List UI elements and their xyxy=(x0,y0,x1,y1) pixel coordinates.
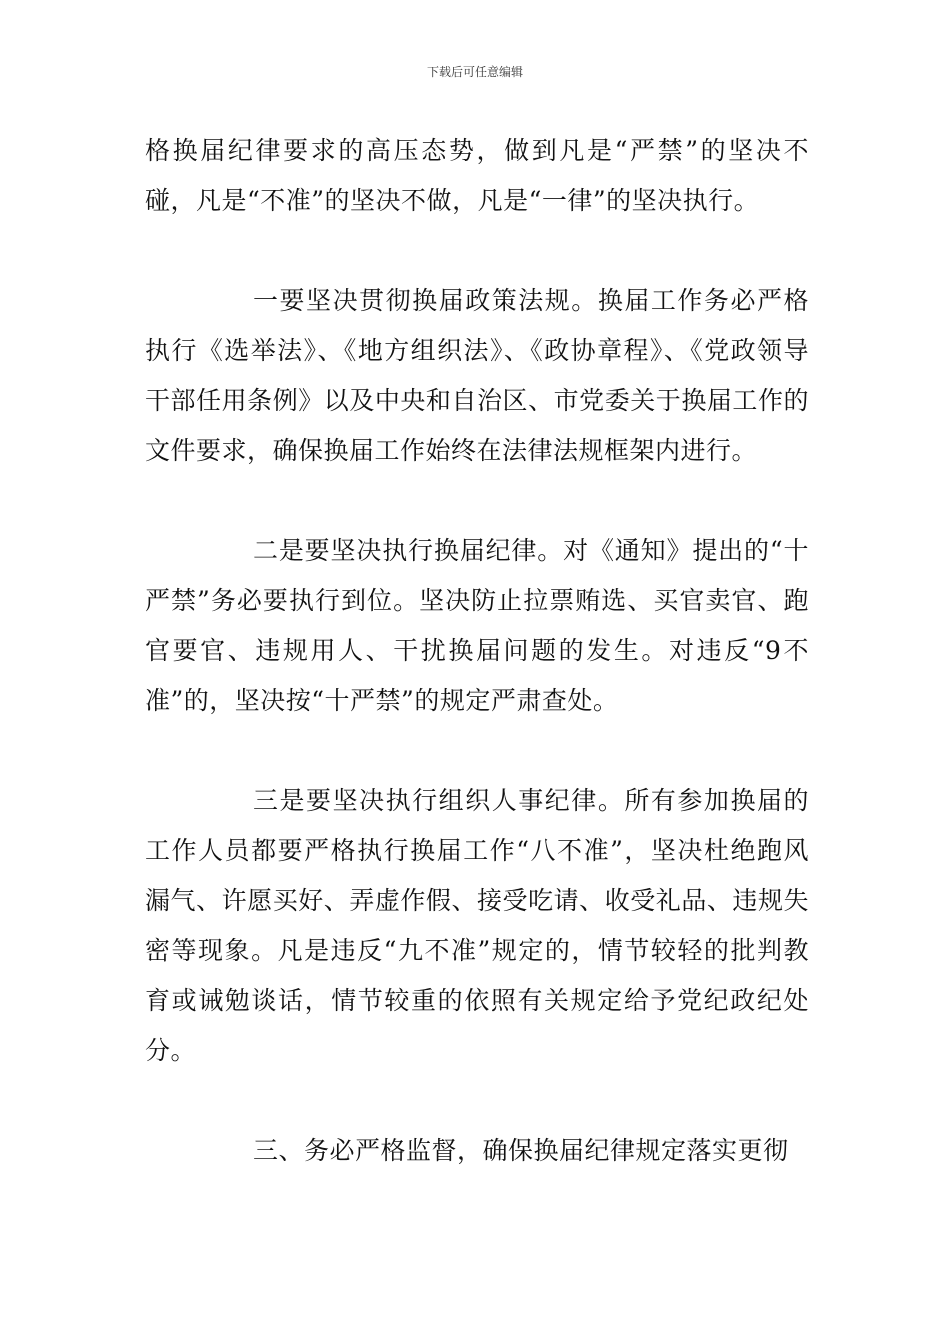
paragraph-continuation: 格换届纪律要求的高压态势，做到凡是“严禁”的坚决不碰，凡是“不准”的坚决不做，凡是“一律”的坚决执行。 xyxy=(145,136,809,215)
section-heading-supervision: 三、务必严格监督，确保换届纪律规定落实更彻 xyxy=(253,1136,789,1165)
paragraph-policy: 一要坚决贯彻换届政策法规。换届工作务必严格执行《选举法》、《地方组织法》、《政协章程》、《党政领导干部任用条例》以及中央和自治区、市党委关于换届工作的文件要求，确保换届工作始终在法律法规框架内进行。 xyxy=(145,286,809,465)
paragraph-discipline: 二是要坚决执行换届纪律。对《通知》提出的“十严禁”务必要执行到位。坚决防止拉票贿选、买官卖官、跑官要官、违规用人、干扰换届问题的发生。对违反“9不准”的，坚决按“十严禁”的规定严肃查处。 xyxy=(145,536,809,715)
page-header: 下载后可任意编辑 xyxy=(426,65,523,79)
paragraph-personnel: 三是要坚决执行组织人事纪律。所有参加换届的工作人员都要严格执行换届工作“八不准”，坚决杜绝跑风漏气、许愿买好、弄虚作假、接受吃请、收受礼品、违规失密等现象。凡是违反“九不准”规定的，情节较轻的批判教育或诫勉谈话，情节较重的依照有关规定给予党纪政纪处分。 xyxy=(145,786,809,1065)
document-body xyxy=(145,126,809,1176)
